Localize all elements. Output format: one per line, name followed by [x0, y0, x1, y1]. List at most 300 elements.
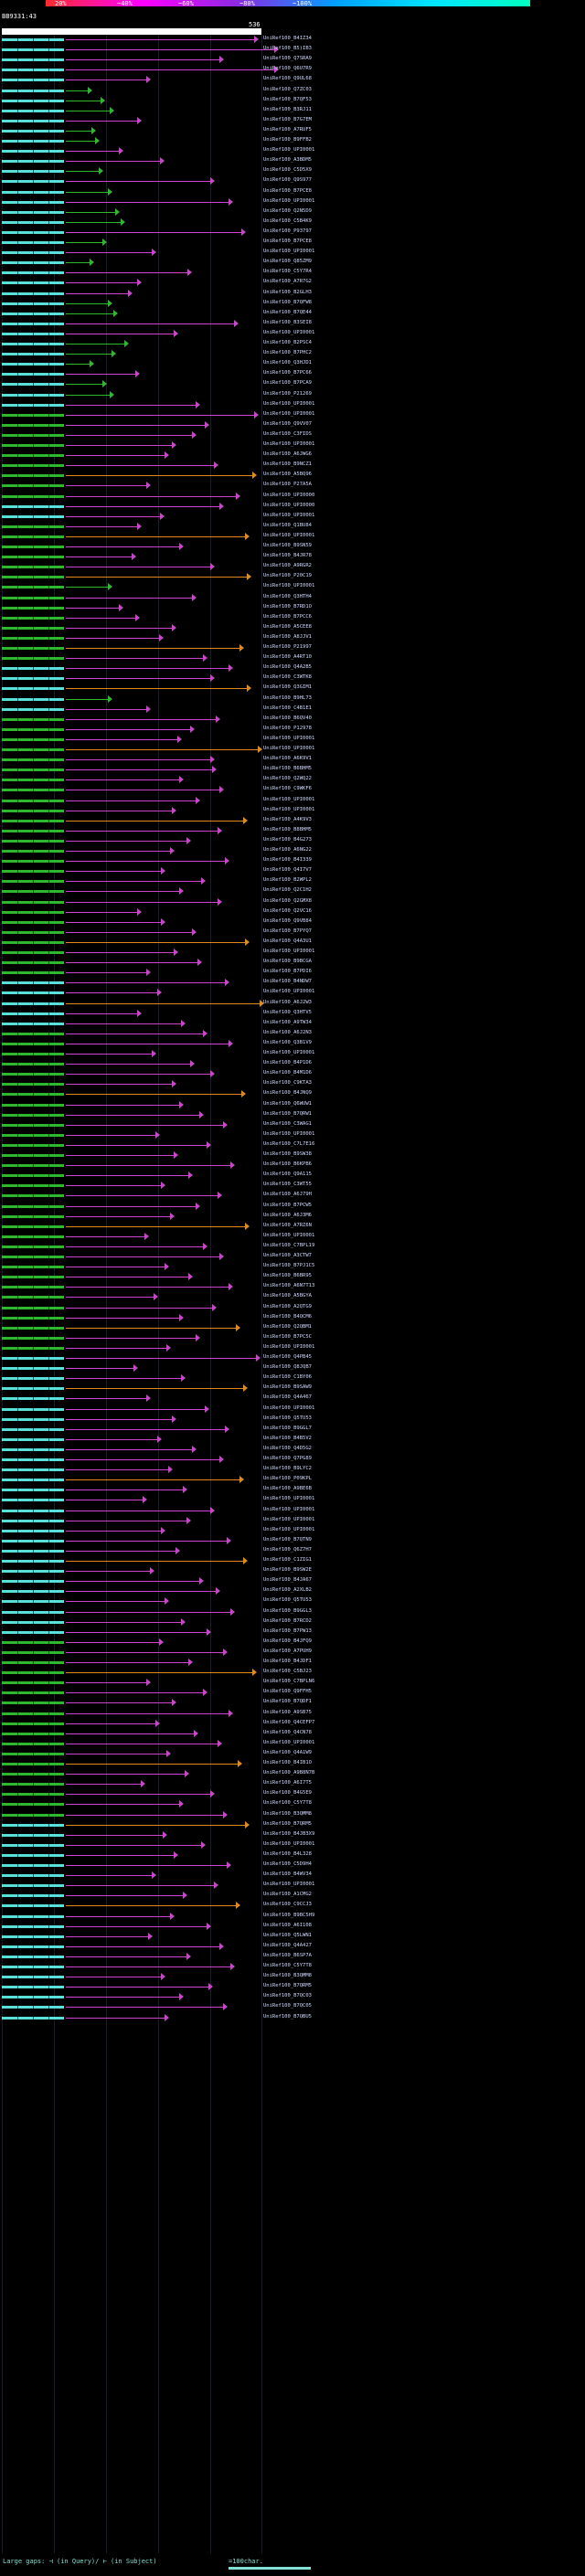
alignment-row[interactable]: [0, 309, 263, 319]
subject-id-label[interactable]: [263, 1131, 314, 1137]
subject-id-label[interactable]: [263, 1405, 314, 1411]
alignment-row[interactable]: [0, 907, 263, 917]
alignment-row[interactable]: [0, 562, 263, 572]
subject-id-label[interactable]: [263, 1628, 312, 1634]
alignment-row[interactable]: [0, 1485, 263, 1495]
alignment-row[interactable]: [0, 502, 263, 512]
subject-id-label[interactable]: [263, 949, 314, 954]
subject-id-label[interactable]: [263, 157, 312, 163]
subject-id-label[interactable]: [263, 1213, 312, 1218]
subject-id-label[interactable]: [263, 1000, 312, 1005]
alignment-row[interactable]: [0, 826, 263, 836]
alignment-row[interactable]: [0, 187, 263, 197]
subject-id-label[interactable]: [263, 1486, 312, 1491]
subject-id-label[interactable]: [263, 867, 312, 873]
subject-id-label[interactable]: [263, 583, 314, 588]
subject-id-label[interactable]: [263, 401, 314, 407]
alignment-row[interactable]: [0, 1252, 263, 1262]
subject-id-label[interactable]: [263, 634, 312, 640]
alignment-row[interactable]: [0, 451, 263, 461]
subject-id-label[interactable]: [263, 1030, 312, 1035]
subject-id-label[interactable]: [263, 228, 312, 234]
alignment-row[interactable]: [0, 542, 263, 552]
subject-id-label[interactable]: [263, 959, 312, 964]
alignment-row[interactable]: [0, 613, 263, 623]
subject-id-label[interactable]: [263, 177, 312, 183]
alignment-row[interactable]: [0, 1678, 263, 1688]
subject-id-label[interactable]: [263, 654, 312, 660]
subject-id-label[interactable]: [263, 1597, 312, 1603]
alignment-row[interactable]: [0, 45, 263, 55]
alignment-row[interactable]: [0, 217, 263, 228]
alignment-row[interactable]: [0, 663, 263, 673]
subject-id-label[interactable]: [263, 1760, 312, 1765]
subject-id-label[interactable]: [263, 776, 312, 781]
alignment-row[interactable]: [0, 136, 263, 146]
alignment-row[interactable]: [0, 1576, 263, 1586]
subject-id-label[interactable]: [263, 1354, 312, 1360]
subject-id-label[interactable]: [263, 887, 312, 893]
alignment-row[interactable]: [0, 1962, 263, 1972]
alignment-row[interactable]: [0, 653, 263, 663]
subject-id-label[interactable]: [263, 1446, 312, 1451]
subject-id-label[interactable]: [263, 979, 312, 984]
subject-id-label[interactable]: [263, 604, 312, 610]
alignment-row[interactable]: [0, 1069, 263, 1079]
alignment-row[interactable]: [0, 329, 263, 339]
alignment-row[interactable]: [0, 440, 263, 451]
alignment-row[interactable]: [0, 1089, 263, 1099]
alignment-row[interactable]: [0, 1272, 263, 1282]
alignment-row[interactable]: [0, 948, 263, 958]
subject-id-label[interactable]: [263, 1983, 312, 1988]
subject-id-label[interactable]: [263, 786, 312, 791]
alignment-row[interactable]: [0, 522, 263, 532]
subject-id-label[interactable]: [263, 664, 312, 670]
alignment-row[interactable]: [0, 1383, 263, 1394]
subject-id-label[interactable]: [263, 1963, 312, 1968]
subject-id-label[interactable]: [263, 1730, 312, 1735]
alignment-row[interactable]: [0, 96, 263, 106]
subject-id-label[interactable]: [263, 300, 312, 305]
alignment-row[interactable]: [0, 207, 263, 217]
subject-id-label[interactable]: [263, 1304, 312, 1309]
alignment-row[interactable]: [0, 86, 263, 96]
alignment-row[interactable]: [0, 938, 263, 948]
subject-id-label[interactable]: [263, 472, 312, 477]
alignment-row[interactable]: [0, 684, 263, 694]
subject-id-label[interactable]: [263, 1587, 312, 1593]
alignment-row[interactable]: [0, 1049, 263, 1059]
alignment-row[interactable]: [0, 1079, 263, 1089]
alignment-row[interactable]: [0, 492, 263, 502]
alignment-row[interactable]: [0, 1455, 263, 1465]
alignment-row[interactable]: [0, 1526, 263, 1536]
subject-id-label[interactable]: [263, 340, 312, 345]
subject-id-label[interactable]: [263, 1871, 312, 1877]
alignment-row[interactable]: [0, 1922, 263, 1932]
alignment-row[interactable]: [0, 319, 263, 329]
alignment-row[interactable]: [0, 1648, 263, 1658]
subject-id-label[interactable]: [263, 1669, 312, 1674]
alignment-row[interactable]: [0, 1850, 263, 1860]
subject-id-label[interactable]: [263, 969, 312, 974]
alignment-row[interactable]: [0, 968, 263, 978]
alignment-row[interactable]: [0, 1972, 263, 1982]
alignment-row[interactable]: [0, 705, 263, 715]
subject-id-label[interactable]: [263, 1547, 312, 1553]
alignment-row[interactable]: [0, 1668, 263, 1678]
alignment-row[interactable]: [0, 1212, 263, 1222]
subject-id-label[interactable]: [263, 1567, 312, 1573]
subject-id-label[interactable]: [263, 360, 312, 366]
subject-id-label[interactable]: [263, 1608, 312, 1614]
subject-id-label[interactable]: [263, 66, 312, 71]
subject-id-label[interactable]: [263, 1384, 312, 1390]
alignment-row[interactable]: [0, 1100, 263, 1110]
subject-id-label[interactable]: [263, 1334, 312, 1340]
subject-id-label[interactable]: [263, 36, 312, 41]
subject-id-label[interactable]: [263, 513, 314, 518]
alignment-row[interactable]: [0, 1719, 263, 1729]
subject-id-label[interactable]: [263, 482, 312, 487]
alignment-row[interactable]: [0, 856, 263, 866]
subject-id-label[interactable]: [263, 1314, 312, 1320]
subject-id-label[interactable]: [263, 1679, 314, 1684]
subject-id-label[interactable]: [263, 624, 312, 630]
subject-id-label[interactable]: [263, 76, 312, 81]
alignment-row[interactable]: [0, 55, 263, 65]
subject-id-label[interactable]: [263, 87, 312, 92]
alignment-row[interactable]: [0, 1191, 263, 1201]
subject-id-label[interactable]: [263, 523, 312, 528]
subject-id-label[interactable]: [263, 1780, 312, 1786]
subject-id-label[interactable]: [263, 1415, 312, 1421]
subject-id-label[interactable]: [263, 269, 312, 274]
subject-id-label[interactable]: [263, 1394, 312, 1400]
subject-id-label[interactable]: [263, 1933, 312, 1938]
subject-id-label[interactable]: [263, 380, 312, 386]
alignment-row[interactable]: [0, 1638, 263, 1648]
subject-id-label[interactable]: [263, 563, 312, 568]
alignment-row[interactable]: [0, 228, 263, 238]
alignment-row[interactable]: [0, 369, 263, 379]
alignment-row[interactable]: [0, 876, 263, 886]
alignment-row[interactable]: [0, 471, 263, 481]
subject-id-label[interactable]: [263, 1557, 312, 1563]
alignment-row[interactable]: [0, 258, 263, 268]
subject-id-label[interactable]: [263, 1466, 312, 1471]
alignment-row[interactable]: [0, 420, 263, 430]
alignment-row[interactable]: [0, 268, 263, 278]
alignment-row[interactable]: [0, 65, 263, 75]
alignment-row[interactable]: [0, 1688, 263, 1698]
alignment-row[interactable]: [0, 978, 263, 988]
alignment-row[interactable]: [0, 1932, 263, 1942]
alignment-row[interactable]: [0, 1658, 263, 1668]
alignment-row[interactable]: [0, 1992, 263, 2002]
alignment-row[interactable]: [0, 745, 263, 755]
alignment-row[interactable]: [0, 1942, 263, 1952]
alignment-row[interactable]: [0, 735, 263, 745]
alignment-row[interactable]: [0, 2002, 263, 2012]
subject-id-label[interactable]: [263, 716, 312, 721]
alignment-row[interactable]: [0, 866, 263, 876]
subject-id-label[interactable]: [263, 461, 312, 467]
subject-id-label[interactable]: [263, 1699, 312, 1704]
alignment-row[interactable]: [0, 1222, 263, 1232]
subject-id-label[interactable]: [263, 1831, 314, 1837]
alignment-row[interactable]: [0, 1232, 263, 1242]
alignment-row[interactable]: [0, 755, 263, 765]
alignment-row[interactable]: [0, 1150, 263, 1161]
subject-id-label[interactable]: [263, 1659, 312, 1664]
subject-id-label[interactable]: [263, 1821, 312, 1827]
alignment-row[interactable]: [0, 765, 263, 775]
alignment-row[interactable]: [0, 1840, 263, 1850]
alignment-row[interactable]: [0, 1181, 263, 1191]
subject-id-label[interactable]: [263, 1223, 312, 1228]
subject-id-label[interactable]: [263, 1436, 312, 1441]
alignment-row[interactable]: [0, 1161, 263, 1171]
alignment-row[interactable]: [0, 1607, 263, 1617]
alignment-row[interactable]: [0, 1516, 263, 1526]
subject-id-label[interactable]: [263, 847, 312, 853]
subject-id-label[interactable]: [263, 137, 312, 143]
subject-id-label[interactable]: [263, 1507, 314, 1512]
alignment-row[interactable]: [0, 988, 263, 998]
subject-id-label[interactable]: [263, 431, 312, 437]
subject-id-label[interactable]: [263, 797, 314, 802]
alignment-row[interactable]: [0, 146, 263, 156]
subject-id-label[interactable]: [263, 1953, 312, 1958]
subject-id-label[interactable]: [263, 1253, 312, 1258]
alignment-row[interactable]: [0, 481, 263, 491]
subject-id-label[interactable]: [263, 1243, 314, 1248]
alignment-row[interactable]: [0, 816, 263, 826]
subject-id-label[interactable]: [263, 1121, 312, 1127]
alignment-row[interactable]: [0, 1871, 263, 1881]
alignment-row[interactable]: [0, 461, 263, 471]
alignment-row[interactable]: [0, 166, 263, 176]
subject-id-label[interactable]: [263, 239, 312, 244]
subject-id-label[interactable]: [263, 1283, 314, 1288]
subject-id-label[interactable]: [263, 1902, 312, 1907]
alignment-row[interactable]: [0, 289, 263, 299]
alignment-row[interactable]: [0, 928, 263, 938]
subject-id-label[interactable]: [263, 370, 312, 376]
subject-id-label[interactable]: [263, 1943, 312, 1948]
subject-id-label[interactable]: [263, 441, 314, 447]
alignment-row[interactable]: [0, 775, 263, 785]
subject-id-label[interactable]: [263, 705, 312, 711]
subject-id-label[interactable]: [263, 1638, 312, 1644]
alignment-row[interactable]: [0, 278, 263, 288]
subject-id-label[interactable]: [263, 1111, 312, 1117]
subject-id-label[interactable]: [263, 726, 312, 731]
alignment-row[interactable]: [0, 1130, 263, 1140]
subject-id-label[interactable]: [263, 1750, 312, 1755]
alignment-row[interactable]: [0, 1820, 263, 1830]
subject-id-label[interactable]: [263, 533, 314, 538]
subject-id-label[interactable]: [263, 56, 312, 61]
subject-id-label[interactable]: [263, 644, 312, 650]
alignment-row[interactable]: [0, 958, 263, 968]
alignment-row[interactable]: [0, 1982, 263, 1992]
subject-id-label[interactable]: [263, 1161, 312, 1167]
alignment-row[interactable]: [0, 886, 263, 896]
subject-id-label[interactable]: [263, 1050, 314, 1055]
alignment-row[interactable]: [0, 633, 263, 643]
alignment-row[interactable]: [0, 1739, 263, 1749]
subject-id-label[interactable]: [263, 503, 314, 508]
subject-id-label[interactable]: [263, 107, 312, 112]
subject-id-label[interactable]: [263, 1151, 312, 1157]
subject-id-label[interactable]: [263, 1577, 312, 1583]
subject-id-label[interactable]: [263, 1841, 314, 1847]
alignment-row[interactable]: [0, 1019, 263, 1029]
subject-id-label[interactable]: [263, 1374, 312, 1380]
alignment-row[interactable]: [0, 1059, 263, 1069]
alignment-row[interactable]: [0, 339, 263, 349]
alignment-row[interactable]: [0, 430, 263, 440]
alignment-row[interactable]: [0, 1435, 263, 1445]
alignment-row[interactable]: [0, 796, 263, 806]
subject-id-label[interactable]: [263, 837, 312, 843]
subject-id-label[interactable]: [263, 1020, 312, 1025]
subject-id-label[interactable]: [263, 1101, 312, 1107]
alignment-row[interactable]: [0, 1202, 263, 1212]
subject-id-label[interactable]: [263, 918, 312, 924]
alignment-row[interactable]: [0, 694, 263, 705]
alignment-row[interactable]: [0, 1313, 263, 1323]
alignment-row[interactable]: [0, 379, 263, 389]
subject-id-label[interactable]: [263, 543, 312, 548]
alignment-row[interactable]: [0, 1810, 263, 1820]
subject-id-label[interactable]: [263, 1770, 314, 1776]
subject-id-label[interactable]: [263, 1010, 312, 1015]
subject-id-label[interactable]: [263, 1324, 312, 1330]
alignment-row[interactable]: [0, 1039, 263, 1049]
subject-id-label[interactable]: [263, 807, 314, 812]
alignment-row[interactable]: [0, 1120, 263, 1130]
alignment-row[interactable]: [0, 1242, 263, 1252]
alignment-row[interactable]: [0, 1799, 263, 1809]
alignment-row[interactable]: [0, 623, 263, 633]
alignment-row[interactable]: [0, 1495, 263, 1505]
subject-id-label[interactable]: [263, 279, 312, 284]
alignment-row[interactable]: [0, 1860, 263, 1871]
alignment-row[interactable]: [0, 1292, 263, 1302]
alignment-row[interactable]: [0, 552, 263, 562]
subject-id-label[interactable]: [263, 97, 312, 102]
subject-id-label[interactable]: [263, 746, 314, 751]
alignment-row[interactable]: [0, 593, 263, 603]
alignment-row[interactable]: [0, 1405, 263, 1415]
subject-id-label[interactable]: [263, 451, 312, 457]
alignment-row[interactable]: [0, 1425, 263, 1435]
alignment-row[interactable]: [0, 299, 263, 309]
alignment-row[interactable]: [0, 532, 263, 542]
subject-id-label[interactable]: [263, 817, 312, 822]
alignment-row[interactable]: [0, 603, 263, 613]
alignment-row[interactable]: [0, 349, 263, 359]
subject-id-label[interactable]: [263, 1496, 314, 1501]
subject-id-label[interactable]: [263, 167, 312, 173]
alignment-row[interactable]: [0, 359, 263, 369]
alignment-row[interactable]: [0, 1749, 263, 1759]
subject-id-label[interactable]: [263, 310, 312, 315]
subject-id-label[interactable]: [263, 877, 312, 883]
subject-id-label[interactable]: [263, 614, 312, 620]
alignment-row[interactable]: [0, 999, 263, 1009]
subject-id-label[interactable]: [263, 1040, 312, 1045]
subject-id-label[interactable]: [263, 1720, 314, 1725]
subject-id-label[interactable]: [263, 1790, 312, 1796]
alignment-row[interactable]: [0, 1881, 263, 1891]
subject-id-label[interactable]: [263, 1851, 312, 1857]
subject-id-label[interactable]: [263, 350, 312, 355]
subject-id-label[interactable]: [263, 1476, 312, 1481]
subject-id-label[interactable]: [263, 147, 314, 153]
alignment-row[interactable]: [0, 75, 263, 85]
subject-id-label[interactable]: [263, 421, 312, 427]
subject-id-label[interactable]: [263, 218, 312, 224]
subject-id-label[interactable]: [263, 827, 312, 832]
alignment-row[interactable]: [0, 1729, 263, 1739]
alignment-row[interactable]: [0, 1343, 263, 1353]
subject-id-label[interactable]: [263, 1689, 312, 1694]
alignment-row[interactable]: [0, 1891, 263, 1901]
subject-id-label[interactable]: [263, 1273, 312, 1278]
alignment-row[interactable]: [0, 1445, 263, 1455]
alignment-row[interactable]: [0, 1901, 263, 1911]
alignment-row[interactable]: [0, 1303, 263, 1313]
alignment-row[interactable]: [0, 1009, 263, 1019]
alignment-row[interactable]: [0, 1952, 263, 1962]
subject-id-label[interactable]: [263, 1973, 312, 1978]
subject-id-label[interactable]: [263, 674, 312, 680]
subject-id-label[interactable]: [263, 1993, 312, 1998]
alignment-row[interactable]: [0, 1353, 263, 1363]
subject-id-label[interactable]: [263, 1203, 312, 1208]
subject-id-label[interactable]: [263, 573, 312, 578]
subject-id-label[interactable]: [263, 1182, 312, 1187]
subject-id-label[interactable]: [263, 1527, 314, 1532]
alignment-row[interactable]: [0, 1566, 263, 1576]
alignment-row[interactable]: [0, 1586, 263, 1596]
subject-id-label[interactable]: [263, 695, 312, 701]
subject-id-label[interactable]: [263, 1861, 312, 1867]
alignment-row[interactable]: [0, 1110, 263, 1120]
subject-id-label[interactable]: [263, 391, 312, 397]
subject-id-label[interactable]: [263, 1171, 312, 1177]
alignment-row[interactable]: [0, 1709, 263, 1719]
alignment-row[interactable]: [0, 1465, 263, 1475]
alignment-row[interactable]: [0, 1394, 263, 1404]
subject-id-label[interactable]: [263, 249, 314, 254]
subject-id-label[interactable]: [263, 1344, 314, 1350]
subject-id-label[interactable]: [263, 1800, 312, 1806]
subject-id-label[interactable]: [263, 1233, 314, 1238]
subject-id-label[interactable]: [263, 857, 312, 863]
alignment-row[interactable]: [0, 785, 263, 795]
subject-id-label[interactable]: [263, 938, 312, 944]
subject-id-label[interactable]: [263, 46, 312, 51]
alignment-row[interactable]: [0, 643, 263, 653]
alignment-row[interactable]: [0, 1769, 263, 1779]
subject-id-label[interactable]: [263, 1080, 312, 1086]
